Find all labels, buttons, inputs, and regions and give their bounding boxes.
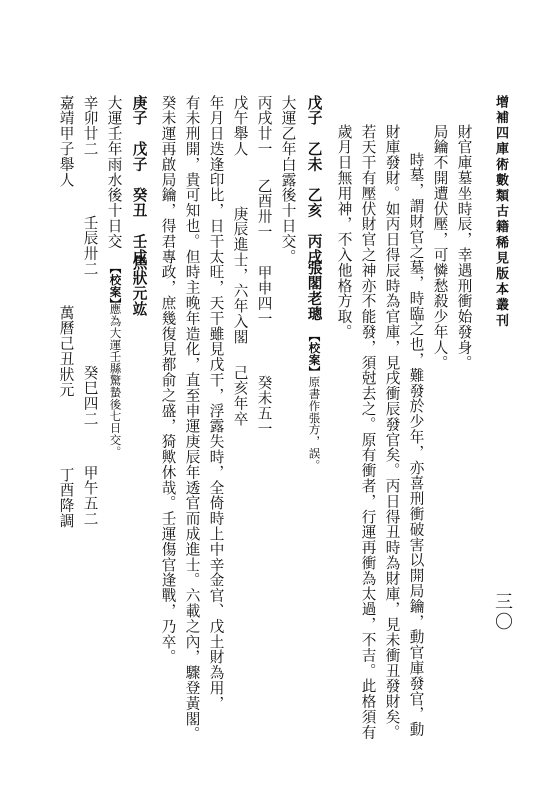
luck-pillar: 甲申四一 (255, 265, 273, 327)
collation-note: 應為大運壬縣驚蟄後七日交。 (108, 303, 123, 458)
running-header: 增補四庫術數類古籍稀見版本叢刊 (493, 95, 508, 329)
luck-start-line: 大運乙年白露後十日交。 (279, 95, 297, 265)
text-column: 若天干有壓伏財官之神亦不能發，須尅去之。原有衝者，行運再衝為太過，不吉。此格須有 (359, 124, 377, 740)
collation-note-tag: 【校案】 (108, 262, 123, 310)
luck-pillar: 壬辰卅二 (81, 215, 99, 277)
luck-pillar: 癸未五一 (255, 375, 273, 437)
collation-note-tag: 【校案】 (307, 330, 322, 378)
collation-note: 原書作張方，誤。 (307, 376, 322, 472)
career-event: 萬曆己丑狀元 (57, 305, 75, 398)
career-event: 丁酉降調 (57, 467, 75, 529)
text-column: 年月日迭逢印比，日干太旺，天干雖見戊干，浮露失時，全倚時上中辛金官、戊土財為用， (207, 95, 225, 711)
verse-line: 財官庫墓坐時辰，幸遇刑衝始發身。 (455, 124, 473, 371)
person-name: 張閣老璁 (305, 260, 323, 322)
text-column: 時墓，謂財官之墓，時臨之也，難發於少年，亦喜刑衝破害以開局鑰，動官庫發官，動 (407, 152, 425, 738)
career-event: 戊午舉人 (231, 95, 249, 157)
verse-line: 局鑰不開遭伏壓，可憐愁殺少年人。 (431, 124, 449, 371)
luck-pillar: 癸巳四二 (81, 365, 99, 427)
page-number: 三〇 (492, 592, 513, 632)
text-column: 歲月日無用神，不入他格方取。 (335, 124, 353, 340)
luck-pillar: 辛卯廿二 (81, 95, 99, 157)
luck-pillar: 丙戌廿一 (255, 95, 273, 157)
career-event: 庚辰進士，六年入閣 (231, 206, 249, 345)
text-column: 癸未運再啟局鑰，得君專政，庶幾復見都俞之盛，猗歟休哉。壬運傷官逢戰，乃卒。 (159, 95, 177, 665)
person-name: 焦狀元竑 (130, 255, 148, 317)
luck-start-line: 大運壬年雨水後十日交 (105, 95, 123, 249)
bazi-pillars: 戊子 乙未 乙亥 丙戌 (305, 95, 323, 265)
career-event: 嘉靖甲子舉人 (57, 95, 75, 188)
career-event: 己亥年卒 (231, 365, 249, 427)
luck-pillar: 甲午五二 (81, 465, 99, 527)
luck-pillar: 乙酉卅一 (255, 178, 273, 240)
text-column: 財庫發財。如丙日得辰時為官庫，見戌衝辰發官矣。丙日得丑時為財庫，見未衝丑發財矣。 (383, 124, 401, 740)
text-column: 有未刑開，貴可知也。但時主晚年造化，直至申運庚辰年透官而成進士。六載之內，驟登黃閣。 (183, 95, 201, 742)
bazi-pillars: 庚子 戊子 癸丑 壬戌 (130, 95, 148, 265)
